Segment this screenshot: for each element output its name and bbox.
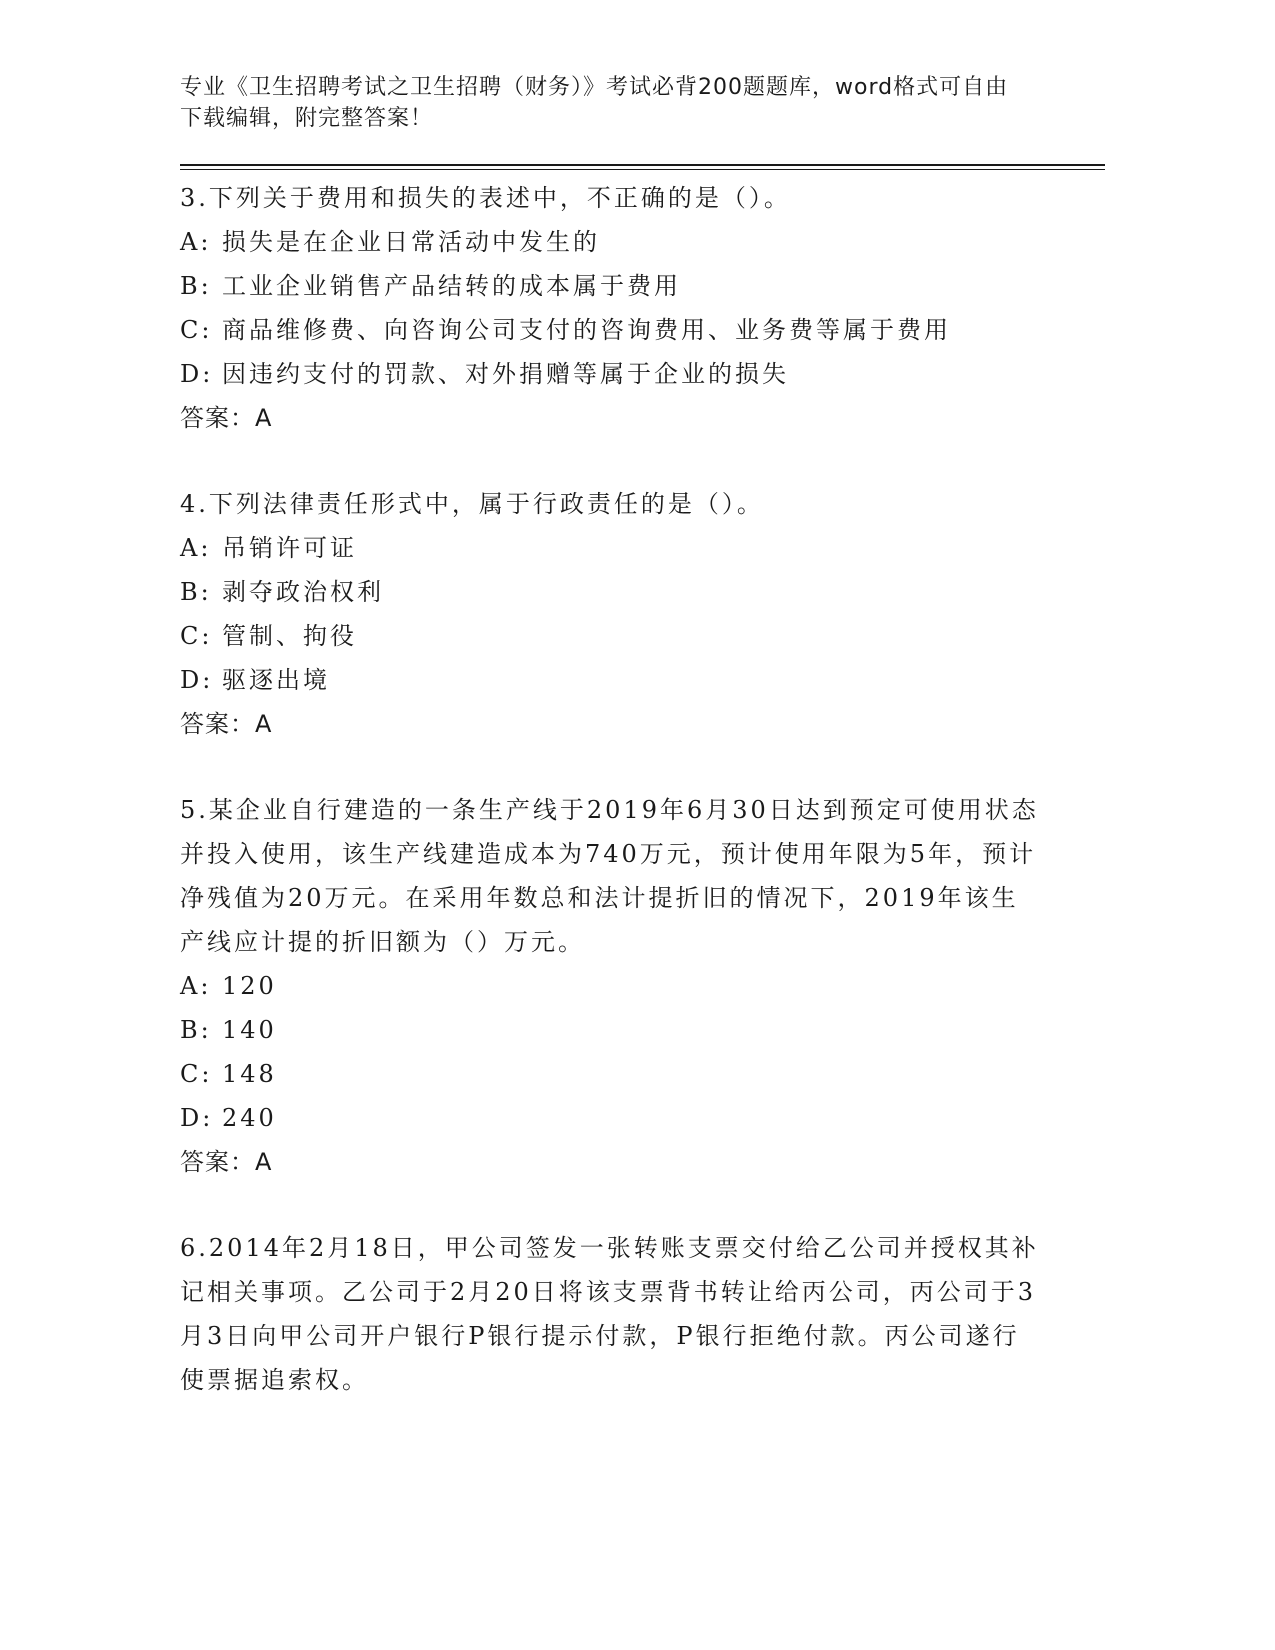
- option-text: 工业企业销售产品结转的成本属于费用: [222, 272, 681, 300]
- option-c: [180, 614, 1105, 658]
- question-stem: 3.下列关于费用和损失的表述中，不正确的是（）。: [180, 184, 791, 212]
- option-key: C:: [180, 622, 213, 650]
- option-c: [180, 1052, 1105, 1096]
- option-key: D:: [180, 1104, 214, 1132]
- option-d: [180, 658, 1105, 702]
- option-text: 剥夺政治权利: [222, 578, 384, 606]
- question-3: [180, 176, 1105, 440]
- option-key: D:: [180, 666, 214, 694]
- question-6: [180, 1226, 1105, 1402]
- option-b: [180, 570, 1105, 614]
- option-key: A:: [180, 228, 212, 256]
- option-c: [180, 308, 1105, 352]
- header-divider: [180, 164, 1105, 170]
- question-stem: 4.下列法律责任形式中，属于行政责任的是（）。: [180, 490, 764, 518]
- option-key: A:: [180, 972, 212, 1000]
- option-key: D:: [180, 360, 214, 388]
- option-text: 损失是在企业日常活动中发生的: [222, 228, 600, 256]
- option-text: 148: [222, 1060, 277, 1088]
- option-a: [180, 220, 1105, 264]
- option-text: 吊销许可证: [222, 534, 357, 562]
- document-header: 专业《卫生招聘考试之卫生招聘（财务）》考试必背200题题库，word格式可自由下载编辑，附完整答案！: [180, 75, 1009, 131]
- option-d: [180, 352, 1105, 396]
- question-5: [180, 788, 1105, 1184]
- question-stem: 6.2014年2月18日，甲公司签发一张转账支票交付给乙公司并授权其补记相关事项。乙公司于2月20日将该支票背书转让给丙公司，丙公司于3月3日向甲公司开户银行P银行提示付款，P银行拒绝付款。丙公司遂行使票据追索权。: [180, 1234, 1039, 1394]
- option-key: C:: [180, 1060, 213, 1088]
- option-text: 140: [222, 1016, 277, 1044]
- option-text: 管制、拘役: [222, 622, 357, 650]
- document-page: [180, 72, 1105, 1402]
- option-a: [180, 526, 1105, 570]
- option-text: 240: [222, 1104, 277, 1132]
- question-stem: 5.某企业自行建造的一条生产线于2019年6月30日达到预定可使用状态并投入使用，该生产线建造成本为740万元，预计使用年限为5年，预计净残值为20万元。在采用年数总和法计提折旧的情况下，2019年该生产线应计提的折旧额为（）万元。: [180, 796, 1039, 956]
- option-b: [180, 264, 1105, 308]
- option-b: [180, 1008, 1105, 1052]
- option-key: B:: [180, 1016, 212, 1044]
- divider-thick-line: [180, 164, 1105, 166]
- answer-line: 答案：A: [180, 404, 273, 432]
- option-text: 商品维修费、向咨询公司支付的咨询费用、业务费等属于费用: [222, 316, 951, 344]
- option-key: B:: [180, 578, 212, 606]
- option-key: C:: [180, 316, 213, 344]
- option-text: 驱逐出境: [222, 666, 330, 694]
- option-key: B:: [180, 272, 212, 300]
- answer-line: 答案：A: [180, 1148, 273, 1176]
- divider-thin-line: [180, 169, 1105, 170]
- option-d: [180, 1096, 1105, 1140]
- answer-line: 答案：A: [180, 710, 273, 738]
- option-a: [180, 964, 1105, 1008]
- option-key: A:: [180, 534, 212, 562]
- question-4: [180, 482, 1105, 746]
- option-text: 120: [222, 972, 277, 1000]
- option-text: 因违约支付的罚款、对外捐赠等属于企业的损失: [222, 360, 789, 388]
